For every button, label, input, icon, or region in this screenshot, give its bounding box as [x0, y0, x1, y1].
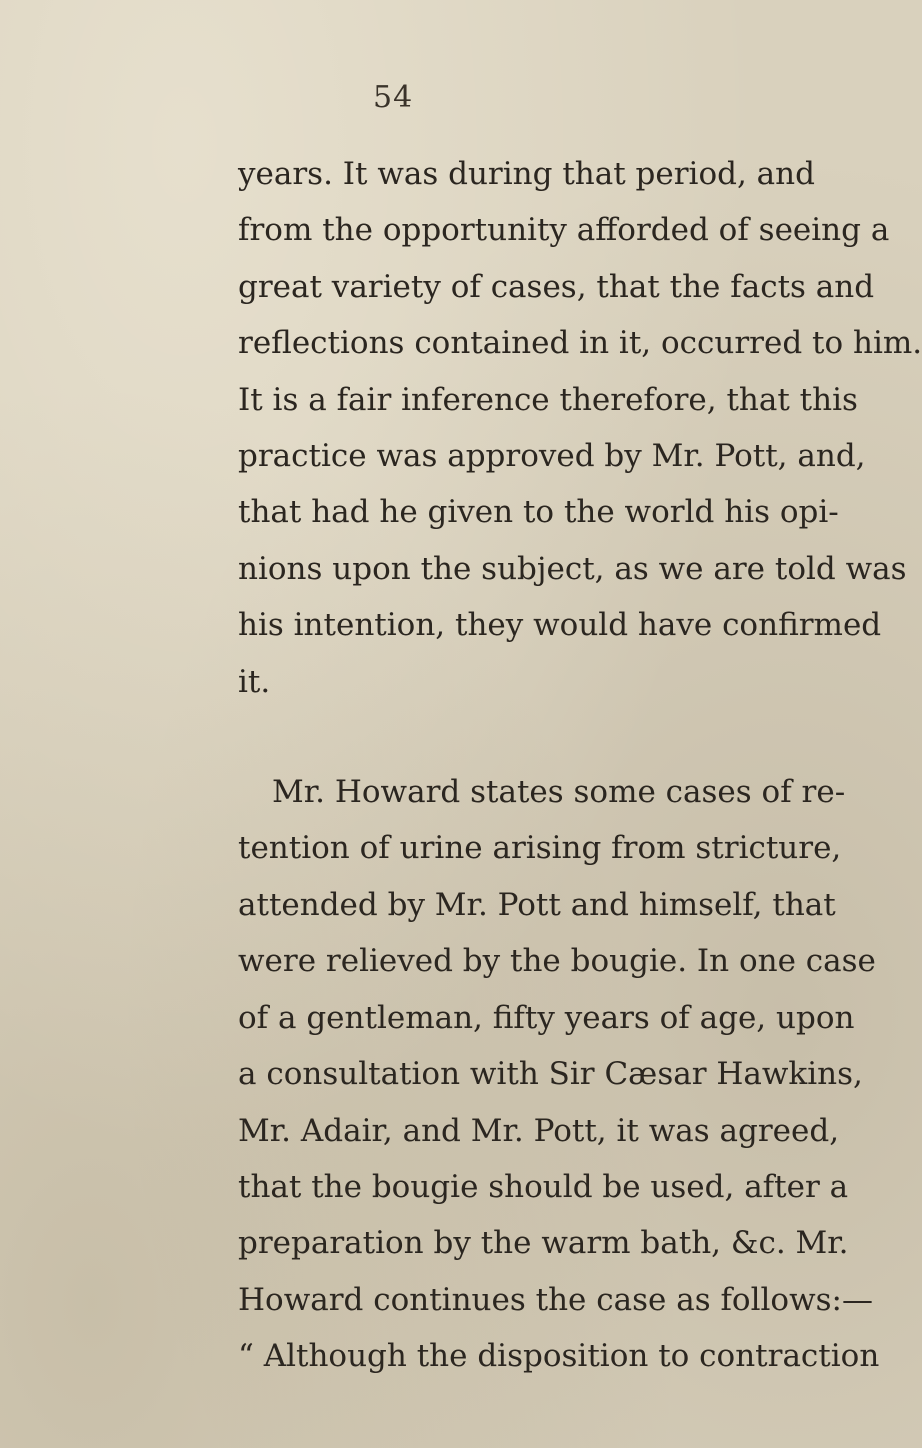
paragraph-gap — [238, 710, 768, 764]
text-line: that the bougie should be used, after a — [238, 1168, 849, 1205]
text-line: great variety of cases, that the facts and — [238, 268, 875, 305]
page-number: 54 — [373, 80, 414, 115]
body-text — [238, 146, 922, 1385]
text-line: from the opportunity afforded of seeing a — [238, 212, 890, 249]
text-line: Mr. Adair, and Mr. Pott, it was agreed, — [238, 1112, 840, 1149]
text-line: of a gentleman, fifty years of age, upon — [238, 999, 855, 1036]
text-line: Mr. Howard states some cases of re- — [272, 774, 846, 811]
paragraph-2 — [238, 764, 880, 1384]
text-line: reflections contained in it, occurred to him. — [238, 325, 922, 362]
paragraph-1 — [238, 146, 922, 710]
text-line: his intention, they would have confirmed — [238, 607, 882, 644]
text-line: that had he given to the world his opi- — [238, 494, 839, 531]
text-line: attended by Mr. Pott and himself, that — [238, 886, 836, 923]
text-line: “ Although the disposition to contraction — [238, 1338, 880, 1375]
text-line: It is a fair inference therefore, that this — [238, 381, 858, 418]
text-line: practice was approved by Mr. Pott, and, — [238, 438, 866, 475]
text-line: years. It was during that period, and — [238, 156, 815, 192]
text-line: a consultation with Sir Cæsar Hawkins, — [238, 1056, 863, 1093]
text-line: tention of urine arising from stricture, — [238, 830, 842, 867]
text-line: preparation by the warm bath, &c. Mr. — [238, 1225, 849, 1262]
text-line: nions upon the subject, as we are told was — [238, 550, 907, 587]
text-line: Howard continues the case as follows:— — [238, 1281, 873, 1318]
text-line: were relieved by the bougie. In one case — [238, 943, 876, 980]
text-line: it. — [238, 663, 271, 700]
